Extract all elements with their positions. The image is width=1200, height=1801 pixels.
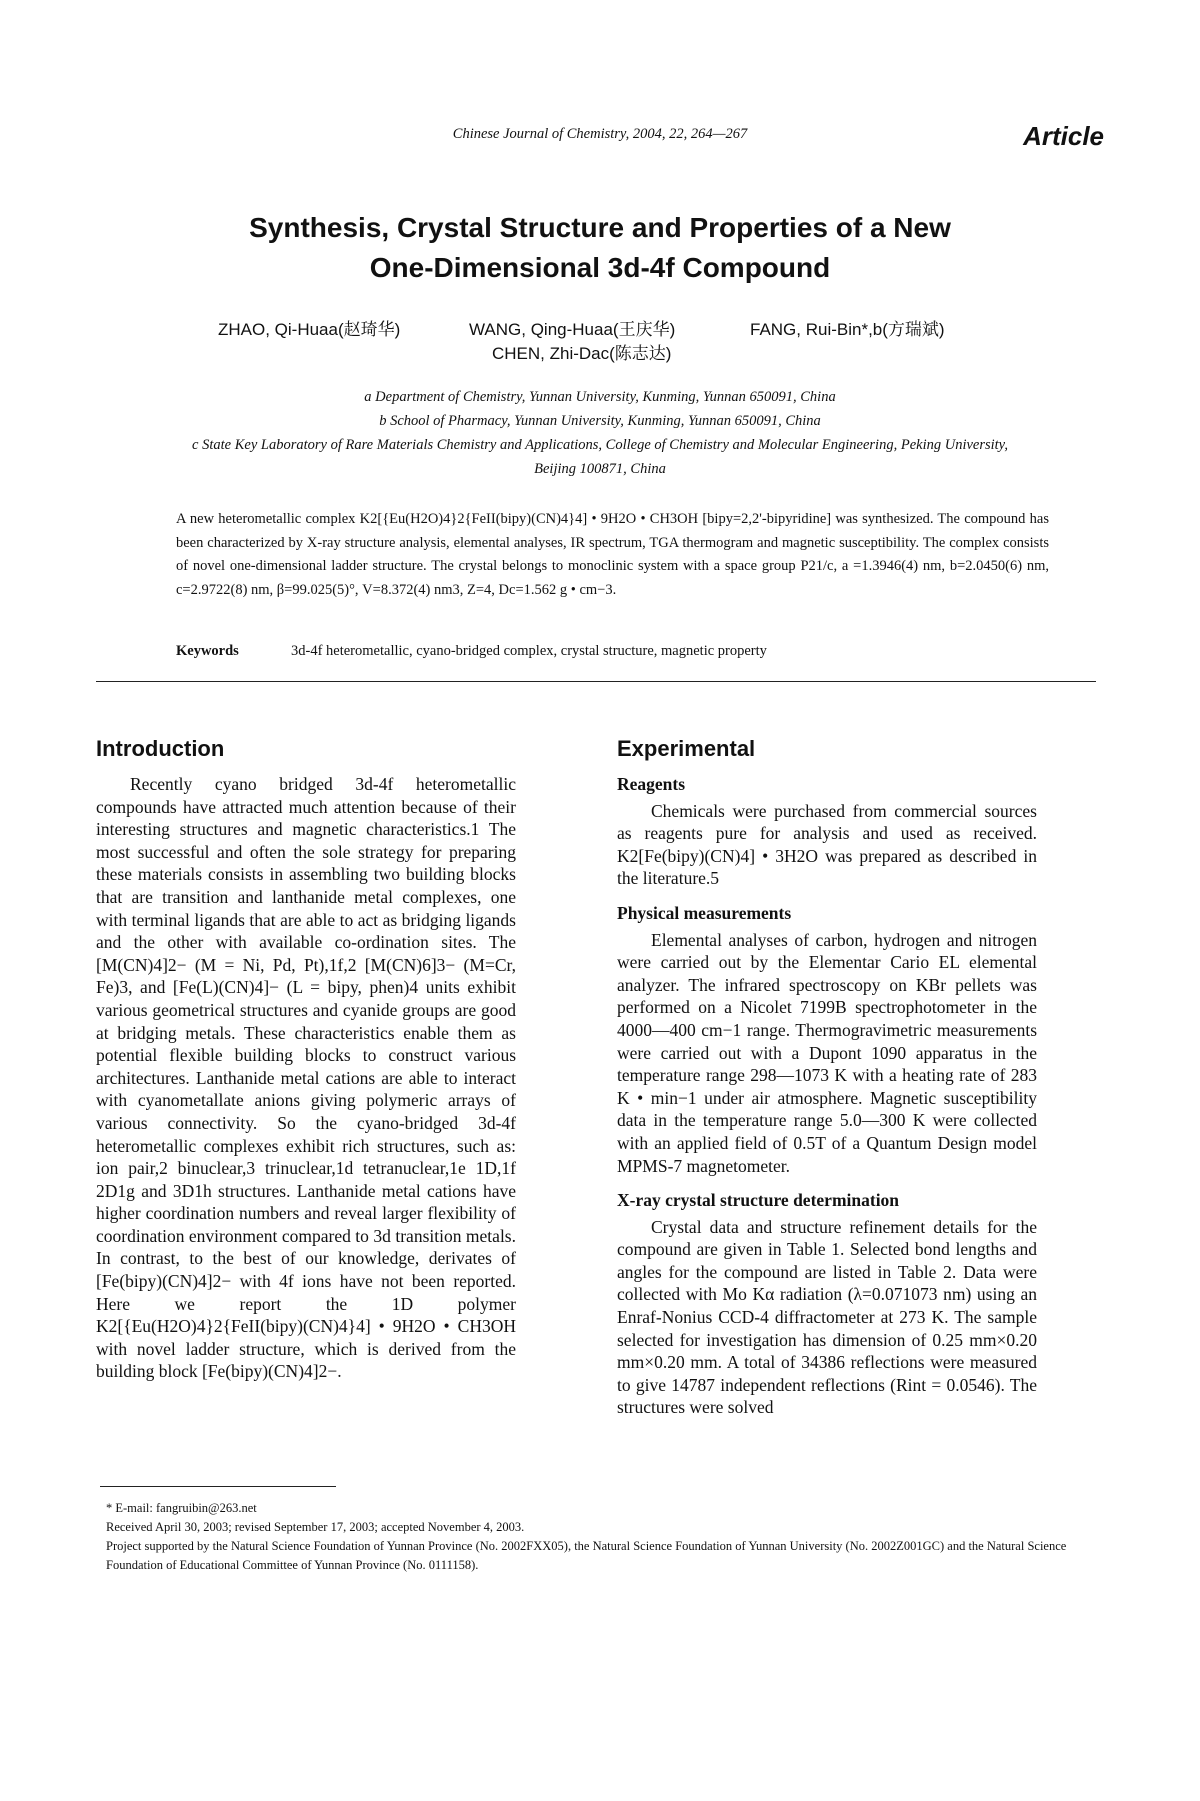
experimental-heading: Experimental bbox=[617, 736, 756, 761]
affiliation-a: a Department of Chemistry, Yunnan University, Kunming, Yunnan 650091, China bbox=[364, 389, 836, 405]
xray-paragraph: Crystal data and structure refinement details for the compound are given in Table 1. Selected bond lengths and angles for the compound are listed in Table 2. Data were collected with Mo Kα radiation (λ=0.071073 nm) using an Enraf-Nonius CCD-4 diffractometer at 273 K. The sample selected for investigation has dimension of 0.25 mm×0.20 mm×0.20 mm. A total of 34386 reflections were measured to give 14787 independent reflections (Rint = 0.0546). The structures were solved bbox=[617, 1216, 1037, 1418]
author-2: WANG, Qing-Huaa(王庆华) bbox=[469, 320, 676, 339]
article-type-label: Article bbox=[1023, 121, 1104, 151]
affiliations bbox=[180, 385, 1020, 481]
keywords-label: Keywords bbox=[176, 643, 239, 659]
footnote-divider bbox=[100, 1486, 336, 1487]
title-line-2: One-Dimensional 3d-4f Compound bbox=[369, 252, 831, 283]
footnotes bbox=[106, 1499, 1096, 1575]
section-divider bbox=[96, 681, 1096, 682]
title-line-1: Synthesis, Crystal Structure and Properties of a New bbox=[249, 212, 951, 243]
reagents-heading: Reagents bbox=[617, 774, 686, 794]
keywords-text: 3d-4f heterometallic, cyano-bridged complex, crystal structure, magnetic property bbox=[291, 643, 767, 659]
author-3: FANG, Rui-Bin*,b(方瑞斌) bbox=[750, 320, 945, 339]
reagents-paragraph: Chemicals were purchased from commercial sources as reagents pure for analysis and used as received. K2[Fe(bipy)(CN)4] • 3H2O was prepared as described in the literature.5 bbox=[617, 800, 1037, 889]
footnote-email: * E-mail: fangruibin@263.net bbox=[106, 1501, 257, 1515]
abstract: A new heterometallic complex K2[{Eu(H2O)4}2{FeII(bipy)(CN)4}4] • 9H2O • CH3OH [bipy=2,2'-bipyridine] was synthesized. The compound has been characterized by X-ray structure analysis, elemental analyses, IR spectrum, TGA thermogram and magnetic susceptibility. The complex consists of novel one-dimensional ladder structure. The crystal belongs to monoclinic system with a space group P21/c, a =1.3946(4) nm, b=2.0450(6) nm, c=2.9722(8) nm, β=99.025(5)°, V=8.372(4) nm3, Z=4, Dc=1.562 g • cm−3. bbox=[176, 511, 1049, 598]
physical-measurements-heading: Physical measurements bbox=[617, 902, 792, 923]
author-1: ZHAO, Qi-Huaa(赵琦华) bbox=[218, 320, 401, 339]
physical-measurements-paragraph: Elemental analyses of carbon, hydrogen and nitrogen were carried out by the Elementar Cario EL elemental analyzer. The infrared spectroscopy on KBr pellets was performed on a Nicolet 7199B spectrophotometer in the 4000—400 cm−1 range. Thermogravimetric measurements were carried out with a Dupont 1090 apparatus in the temperature range 298—1073 K with a heating rate of 283 K • min−1 under air atmosphere. Magnetic susceptibility data in the temperature range 5.0—300 K were collected with an applied field of 0.5T of a Quantum Design model MPMS-7 magnetometer. bbox=[617, 929, 1037, 1176]
affiliation-b: b School of Pharmacy, Yunnan University, Kunming, Yunnan 650091, China bbox=[379, 413, 821, 429]
right-column bbox=[617, 735, 1037, 1431]
introduction-heading: Introduction bbox=[96, 736, 225, 761]
affiliation-c: c State Key Laboratory of Rare Materials Chemistry and Applications, College of Chemistry and Molecular Engineering, Peking University, Beijing 100871, China bbox=[192, 437, 1008, 477]
footnote-funding: Project supported by the Natural Science Foundation of Yunnan Province (No. 2002FXX05), the Natural Science Foundation of Yunnan University (No. 2002Z001GC) and the Natural Science Foundation of Educational Committee of Yunnan Province (No. 0111158). bbox=[106, 1539, 1067, 1572]
footnote-received: Received April 30, 2003; revised September 17, 2003; accepted November 4, 2003. bbox=[106, 1520, 525, 1534]
author-4: CHEN, Zhi-Dac(陈志达) bbox=[492, 344, 672, 363]
keywords-line bbox=[176, 643, 1049, 660]
paper-title bbox=[0, 208, 1200, 288]
introduction-paragraph: Recently cyano bridged 3d-4f heterometallic compounds have attracted much attention because of their interesting structures and magnetic characteristics.1 The most successful and often the sole strategy for preparing these materials consists in assembling two building blocks that are transition and lanthanide metal complexes, one with terminal ligands that are able to act as bridging ligands and the other with available co-ordination sites. The [M(CN)4]2− (M = Ni, Pd, Pt),1f,2 [M(CN)6]3− (M=Cr, Fe)3, and [Fe(L)(CN)4]− (L = bipy, phen)4 units exhibit various geometrical structures and cyanide groups are good at bridging metals. These characteristics enable them as potential flexible building blocks to construct various architectures. Lanthanide metal cations are able to interact with cyanometallate anions giving polymeric arrays of various connectivity. So the cyano-bridged 3d-4f heterometallic complexes exhibit rich structures, such as: ion pair,2 binuclear,3 trinuclear,1d tetranuclear,1e 1D,1f 2D1g and 3D1h structures. Lanthanide metal cations have higher coordination numbers and reveal larger flexibility of coordination environment compared to 3d transition metals. In contrast, to the best of our knowledge, derivates of [Fe(bipy)(CN)4]2− with 4f ions have not been reported. Here we report the 1D polymer K2[{Eu(H2O)4}2{FeII(bipy)(CN)4}4] • 9H2O • CH3OH with novel ladder structure, which is derived from the building block [Fe(bipy)(CN)4]2−. bbox=[96, 774, 516, 1382]
left-column bbox=[96, 735, 516, 1395]
journal-citation: Chinese Journal of Chemistry, 2004, 22, 264—267 bbox=[452, 126, 748, 142]
xray-heading: X-ray crystal structure determination bbox=[617, 1190, 900, 1211]
